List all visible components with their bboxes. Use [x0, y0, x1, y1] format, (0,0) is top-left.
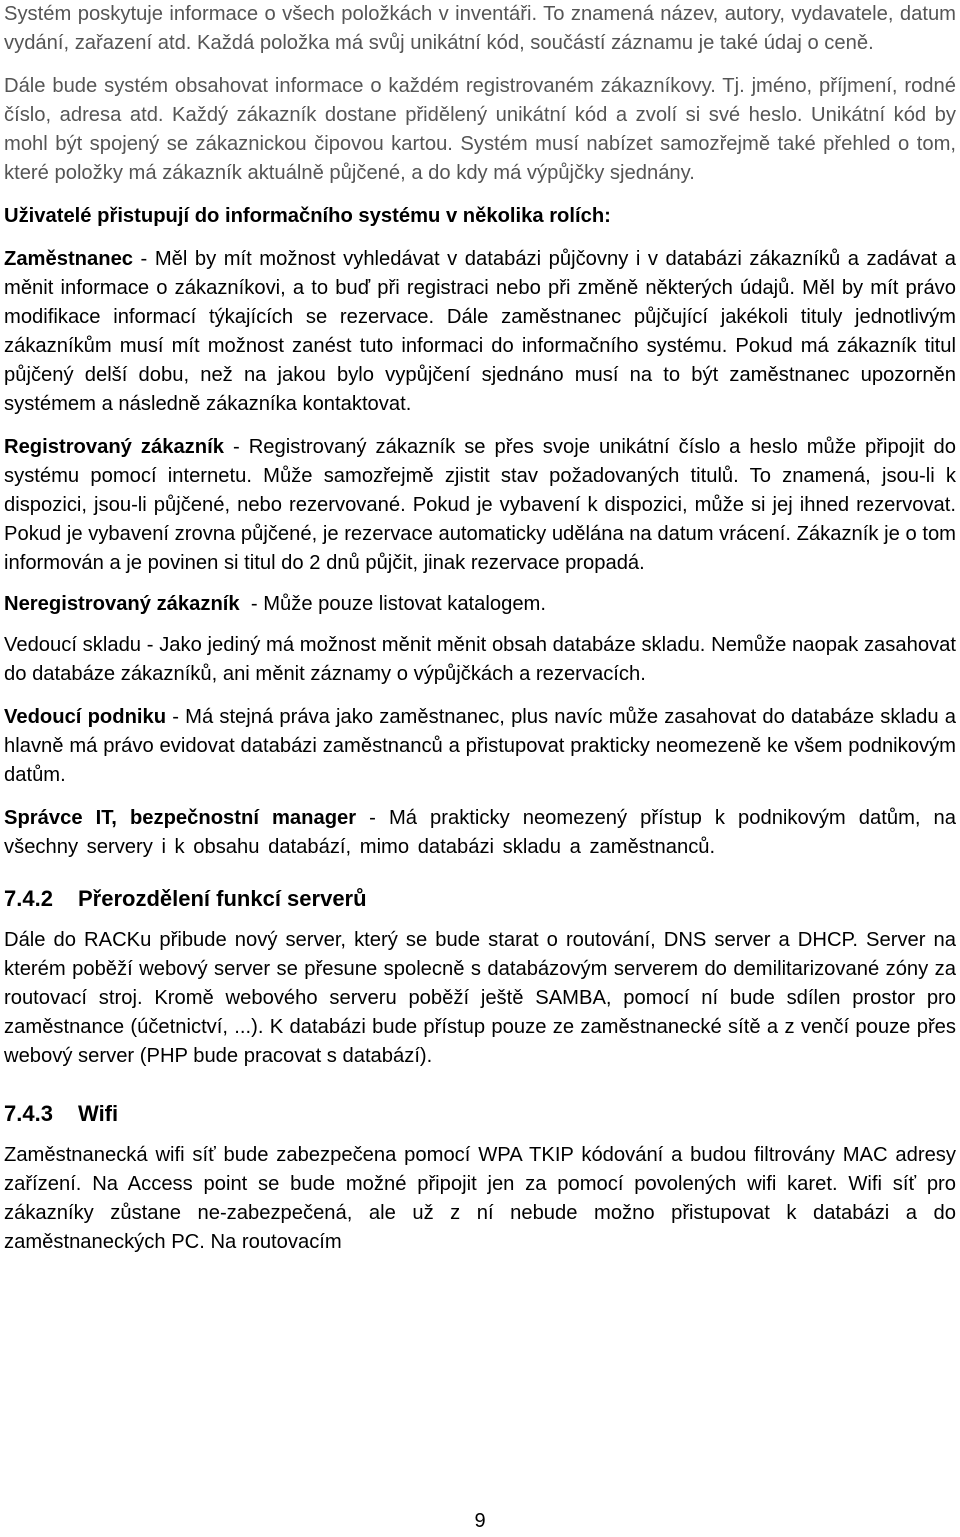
section-title: Wifi [78, 1101, 119, 1126]
role-separator: - [133, 248, 155, 270]
role-separator: - [223, 436, 249, 458]
role-separator: - [141, 634, 160, 656]
page-number: 9 [474, 1510, 486, 1532]
role-text: Jako jediný má možnost měnit měnit obsah databáze skladu. Nemůže naopak zasahovat do databáze zákazníků, ani měnit záznamy o výpůjčkách a rezervacích. [4, 634, 956, 685]
role-text: Má stejná práva jako zaměstnanec, plus navíc může zasahovat do databáze skladu a hlavně má právo evidovat databázi zaměstnanců a přistupovat prakticky neomezeně ke všem podnikovým datům. [4, 706, 956, 786]
role-separator: - [239, 593, 264, 615]
role-paragraph [4, 590, 956, 619]
role-text: Měl by mít možnost vyhledávat v databázi půjčovny i v databázi zákazníků a zadávat a měnit informace o zákazníkovi, a to buď při registraci nebo při změně některých údajů. Měl by mít právo modifikace informací týkajících se rezervace. Dále zaměstnanec půjčující jakékoli tituly jednotlivým zákazníkům musí mít možnost zanést tuto informaci do informačního systému. Pokud má zákazník titul půjčený delší dobu, než na jakou bylo vypůjčení sjednáno musí na to být zaměstnanec upozorněn systémem a následně zákazníka kontaktovat. [4, 248, 956, 415]
role-separator: - [356, 807, 389, 829]
section-paragraph: Zaměstnanecká wifi síť bude zabezpečena pomocí WPA TKIP kódování a budou filtrovány MAC adresy zařízení. Na Access point se bude možné připojit jen za pomocí povolených wifi karet. Wifi síť pro zákazníky zůstane ne-zabezpečená, ale už z ní nebude možno přistupovat k databázi a do zaměstnaneckých PC. Na routovacím [4, 1144, 956, 1253]
role-separator: - [166, 706, 186, 728]
role-paragraph [4, 804, 956, 862]
role-paragraph [4, 631, 956, 689]
role-text: Má prakticky neomezený přístup k podnikovým datům, na všechny servery i k obsahu databází, mimo databázi skladu a zaměstnanců. [4, 807, 956, 858]
section-title: Přerozdělení funkcí serverů [78, 886, 367, 911]
role-name: Vedoucí skladu [4, 634, 142, 656]
role-paragraph [4, 703, 956, 790]
role-text: Může pouze listovat katalogem. [263, 593, 546, 615]
role-paragraph [4, 245, 956, 419]
section-heading-7-4-2 [4, 884, 956, 914]
role-name: Správce IT, bezpečnostní manager [4, 807, 357, 829]
section-paragraph: Dále do RACKu přibude nový server, který se bude starat o routování, DNS server a DHCP. Server na kterém poběží webový server se přesune spolecně s databázovým serverem do demilitarizované zóny za routovací stroj. Kromě webového serveru poběží ještě SAMBA, pomocí ní bude sdílen prostor pro zaměstnance (účetnictví, ...). K databázi bude přístup pouze ze zaměstnanecké sítě a z venčí pouze přes webový server (PHP bude pracovat s databází). [4, 929, 956, 1067]
intro-paragraph-1: Systém poskytuje informace o všech položkách v inventáři. To znamená název, autory, vydavatele, datum vydání, zařazení atd. Každá položka má svůj unikátní kód, součástí záznamu je také údaj o ceně. [4, 3, 956, 54]
roles-heading [4, 202, 956, 231]
role-text: Registrovaný zákazník se přes svoje unikátní číslo a heslo může připojit do systému pomocí internetu. Může samozřejmě zjistit stav požadovaných titulů. To znamená, jsou-li k dispozici, jsou-li půjčené, nebo rezervované. Pokud je vybavení k dispozici, může si jej ihned rezervovat. Pokud je vybavení zrovna půjčené, je rezervace automaticky udělána na datum vrácení. Zákazník je o tom informován a je povinen si titul do 2 dnů půjčit, jinak rezervace propadá. [4, 436, 956, 574]
role-name: Zaměstnanec [4, 248, 134, 270]
roles-heading-text: Uživatelé přistupují do informačního systému v několika rolích: [4, 205, 611, 227]
intro-paragraph-2: Dále bude systém obsahovat informace o každém registrovaném zákazníkovy. Tj. jméno, příjmení, rodné číslo, adresa atd. Každý zákazník dostane přidělený unikátní kód a zvolí si své heslo. Unikátní kód by mohl být spojený se zákaznickou čipovou kartou. Systém musí nabízet samozřejmě také přehled o tom, které položky má zákazník aktuálně půjčené, a do kdy má výpůjčky sjednány. [4, 75, 956, 184]
role-paragraph [4, 433, 956, 578]
section-number: 7.4.3 [4, 1101, 53, 1126]
section-heading-7-4-3 [4, 1099, 956, 1129]
role-name: Vedoucí podniku [4, 706, 167, 728]
section-number: 7.4.2 [4, 886, 53, 911]
role-name: Registrovaný zákazník [4, 436, 224, 458]
role-name: Neregistrovaný zákazník [4, 593, 240, 615]
